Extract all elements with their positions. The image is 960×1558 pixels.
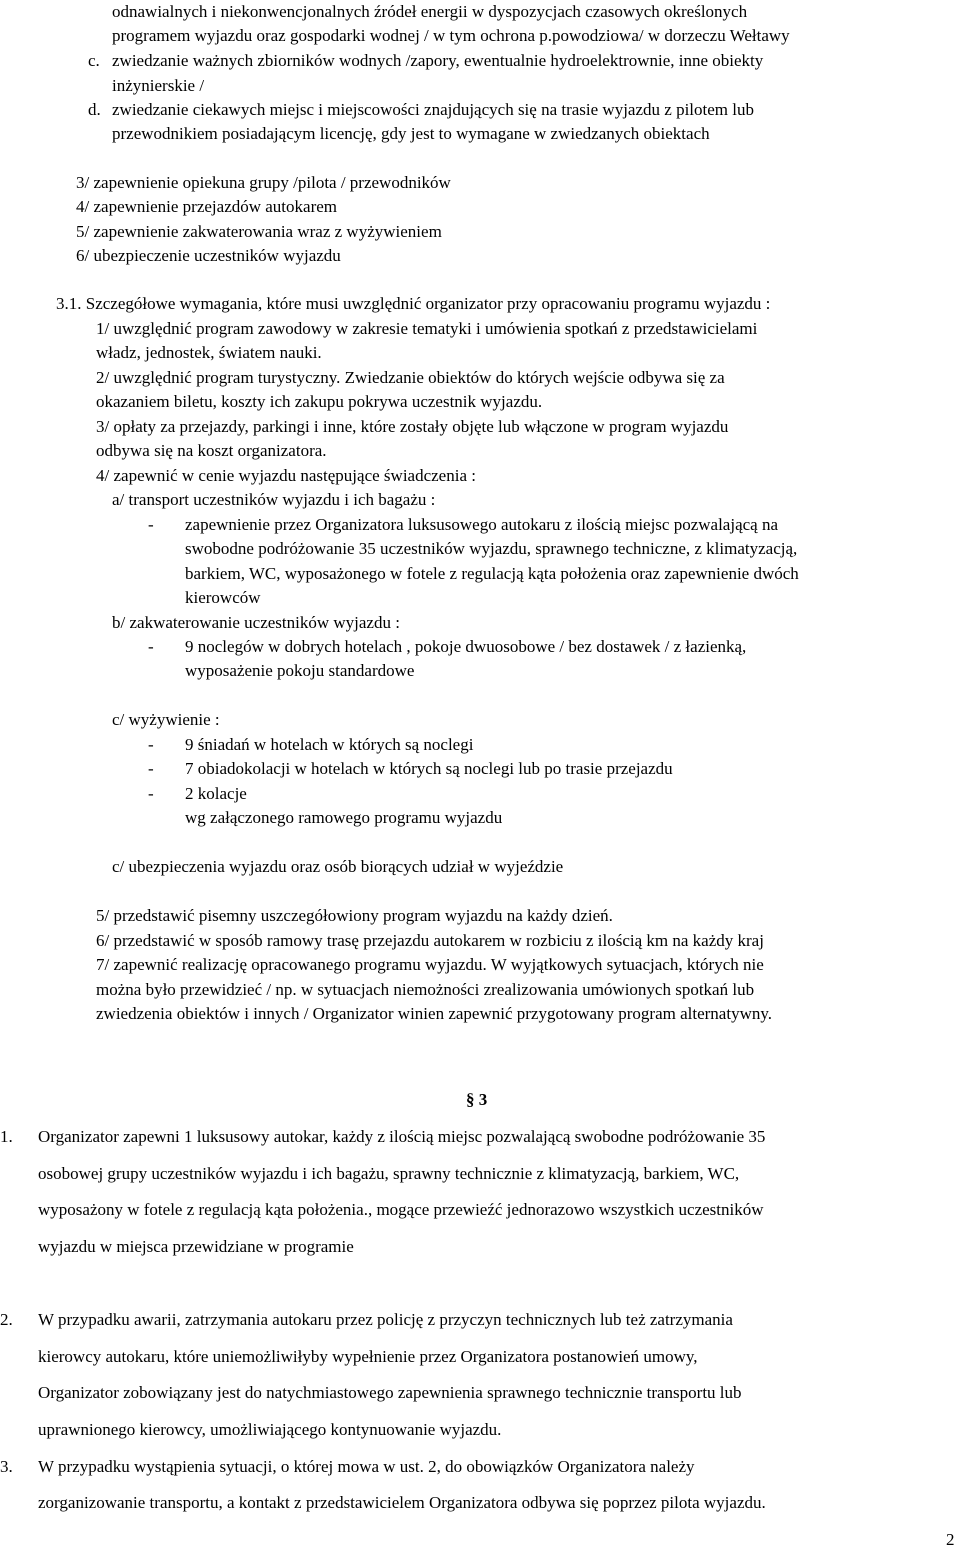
subpoint-c-item-2: 7 obiadokolacji w hotelach w których są noclegi lub po trasie przejazdu — [185, 759, 673, 778]
section-3-heading: § 3 — [466, 1090, 488, 1109]
subpoint-c-item-1: 9 śniadań w hotelach w których są noclegi — [185, 735, 474, 754]
subpoint-b-line-1: 9 noclegów w dobrych hotelach , pokoje dwuosobowe / bez dostawek / z łazienką, — [185, 637, 747, 656]
point-2-line-2: okazaniem biletu, koszty ich zakupu pokrywa uczestnik wyjazdu. — [96, 392, 543, 411]
point-5: 5/ przedstawić pisemny uszczegółowiony program wyjazdu na każdy dzień. — [96, 906, 613, 925]
item-3: 3/ zapewnienie opiekuna grupy /pilota / przewodników — [76, 173, 451, 192]
subpoint-c-dash-1: - — [148, 735, 154, 754]
s3-item-1-line-4: wyjazdu w miejsca przewidziane w programie — [38, 1237, 354, 1256]
subpoint-b-dash: - — [148, 637, 154, 656]
subpoint-a-line-1: zapewnienie przez Organizatora luksusowego autokaru z ilością miejsc pozwalającą na — [185, 515, 779, 534]
s3-item-3-line-2: zorganizowanie transportu, a kontakt z przedstawicielem Organizatora odbywa się poprzez pilota wyjazdu. — [38, 1493, 766, 1512]
list-d-line-1: zwiedzanie ciekawych miejsc i miejscowości znajdujących się na trasie wyjazdu z pilotem lub — [112, 100, 754, 119]
s3-item-2-line-4: uprawnionego kierowcy, umożliwiającego kontynuowanie wyjazdu. — [38, 1420, 502, 1439]
subpoint-c-item-3: 2 kolacje — [185, 784, 247, 803]
s3-item-2-num: 2. — [0, 1310, 13, 1329]
point-7-line-2: można było przewidzieć / np. w sytuacjach niemożności zrealizowania umówionych spotkań lub — [96, 980, 755, 999]
s3-item-2-line-2: kierowcy autokaru, które uniemożliwiłyby wypełnienie przez Organizatora postanowień umowy, — [38, 1347, 698, 1366]
item-5: 5/ zapewnienie zakwaterowania wraz z wyżywieniem — [76, 222, 442, 241]
point-6: 6/ przedstawić w sposób ramowy trasę przejazdu autokarem w rozbiciu z ilością km na każdy kraj — [96, 931, 764, 950]
point-3-line-2: odbywa się na koszt organizatora. — [96, 441, 327, 460]
list-c-marker: c. — [88, 51, 100, 70]
subpoint-c-note: wg załączonego ramowego programu wyjazdu — [185, 808, 503, 827]
point-1-line-1: 1/ uwzględnić program zawodowy w zakresie tematyki i umówienia spotkań z przedstawicielami — [96, 319, 758, 338]
subpoint-a-title: a/ transport uczestników wyjazdu i ich bagażu : — [112, 490, 436, 509]
section-3-1-intro: 3.1. Szczegółowe wymagania, które musi uwzględnić organizator przy opracowaniu programu wyjazdu : — [56, 294, 771, 313]
list-c-line-1: zwiedzanie ważnych zbiorników wodnych /zapory, ewentualnie hydroelektrownie, inne obiekty — [112, 51, 764, 70]
point-2-line-1: 2/ uwzględnić program turystyczny. Zwiedzanie obiektów do których wejście odbywa się za — [96, 368, 725, 387]
item-4: 4/ zapewnienie przejazdów autokarem — [76, 197, 338, 216]
subpoint-c-dash-3: - — [148, 784, 154, 803]
list-c-line-2: inżynierskie / — [112, 76, 205, 95]
subpoint-b-line-2: wyposażenie pokoju standardowe — [185, 661, 415, 680]
subpoint-c-title: c/ wyżywienie : — [112, 710, 220, 729]
point-1-line-2: władz, jednostek, światem nauki. — [96, 343, 322, 362]
s3-item-1-line-1: Organizator zapewni 1 luksusowy autokar, każdy z ilością miejsc pozwalającą swobodne podróżowanie 35 — [38, 1127, 766, 1146]
s3-item-1-num: 1. — [0, 1127, 13, 1146]
point-7-line-3: zwiedzenia obiektów i innych / Organizator winien zapewnić przygotowany program alternatywny. — [96, 1004, 772, 1023]
point-7-line-1: 7/ zapewnić realizację opracowanego programu wyjazdu. W wyjątkowych sytuacjach, których nie — [96, 955, 764, 974]
subpoint-c2-title: c/ ubezpieczenia wyjazdu oraz osób biorących udział w wyjeździe — [112, 857, 564, 876]
list-d-line-2: przewodnikiem posiadającym licencję, gdy jest to wymagane w zwiedzanych obiektach — [112, 124, 710, 143]
s3-item-2-line-3: Organizator zobowiązany jest do natychmiastowego zapewnienia sprawnego technicznie transportu lub — [38, 1383, 742, 1402]
s3-item-3-line-1: W przypadku wystąpienia sytuacji, o której mowa w ust. 2, do obowiązków Organizatora należy — [38, 1457, 695, 1476]
list-b-line-1: odnawialnych i niekonwencjonalnych źródeł energii w dyspozycjach czasowych określonych — [112, 2, 748, 21]
s3-item-1-line-3: wyposażony w fotele z regulacją kąta położenia., mogące przewieźć jednorazowo wszystkich uczestników — [38, 1200, 764, 1219]
subpoint-a-line-3: barkiem, WC, wyposażonego w fotele z regulacją kąta położenia oraz zapewnienie dwóch — [185, 564, 799, 583]
s3-item-2-line-1: W przypadku awarii, zatrzymania autokaru przez policję z przyczyn technicznych lub też zatrzymania — [38, 1310, 733, 1329]
list-d-marker: d. — [88, 100, 101, 119]
item-6: 6/ ubezpieczenie uczestników wyjazdu — [76, 246, 341, 265]
subpoint-a-line-4: kierowców — [185, 588, 261, 607]
s3-item-1-line-2: osobowej grupy uczestników wyjazdu i ich bagażu, sprawny technicznie z klimatyzacją, barkiem, WC, — [38, 1164, 740, 1183]
point-4: 4/ zapewnić w cenie wyjazdu następujące świadczenia : — [96, 466, 476, 485]
point-3-line-1: 3/ opłaty za przejazdy, parkingi i inne, które zostały objęte lub włączone w program wyjazdu — [96, 417, 729, 436]
subpoint-c-dash-2: - — [148, 759, 154, 778]
s3-item-3-num: 3. — [0, 1457, 13, 1476]
subpoint-a-line-2: swobodne podróżowanie 35 uczestników wyjazdu, sprawnego techniczne, z klimatyzacją, — [185, 539, 798, 558]
subpoint-a-dash: - — [148, 515, 154, 534]
list-b-line-2: programem wyjazdu oraz gospodarki wodnej / w tym ochrona p.powodziowa/ w dorzeczu Wełtawy — [112, 26, 790, 45]
page-number: 2 — [946, 1530, 955, 1549]
subpoint-b-title: b/ zakwaterowanie uczestników wyjazdu : — [112, 613, 400, 632]
